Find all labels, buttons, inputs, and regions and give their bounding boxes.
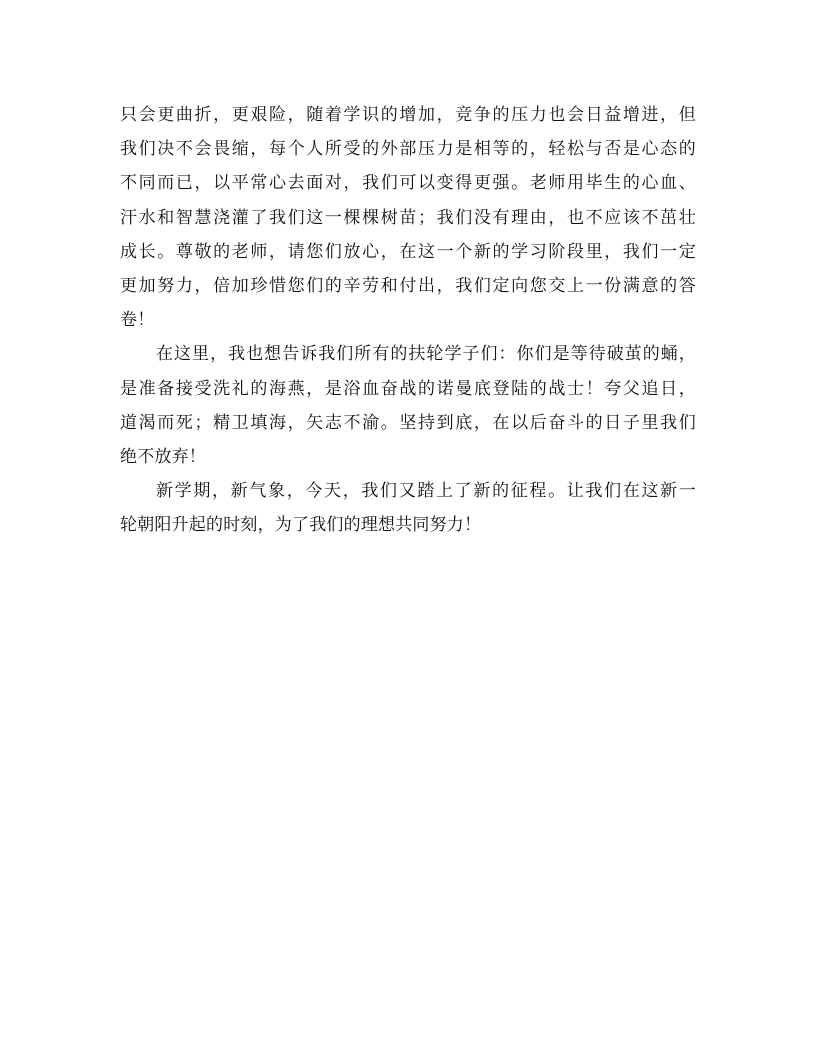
paragraph-1-line-7: 卷！ bbox=[120, 310, 155, 331]
paragraph-3-line-1: 新学期，新气象，今天，我们又踏上了新的征程。让我们在这新一 bbox=[156, 481, 696, 502]
paragraph-2-line-2: 是准备接受洗礼的海燕，是浴血奋战的诺曼底登陆的战士！夸父追日， bbox=[120, 378, 696, 399]
paragraph-1-line-6: 更加努力，倍加珍惜您们的辛劳和付出，我们定向您交上一份满意的答 bbox=[120, 275, 696, 296]
paragraph-2-line-3: 道渴而死；精卫填海，矢志不渝。坚持到底，在以后奋斗的日子里我们 bbox=[120, 412, 696, 433]
paragraph-1-line-1: 只会更曲折，更艰险，随着学识的增加，竞争的压力也会日益增进，但 bbox=[120, 105, 696, 125]
document-body bbox=[120, 98, 696, 542]
paragraph-3-line-2: 轮朝阳升起的时刻，为了我们的理想共同努力！ bbox=[120, 515, 482, 536]
paragraph-1-line-4: 汗水和智慧浇灌了我们这一棵棵树苗；我们没有理由，也不应该不茁壮 bbox=[120, 207, 696, 228]
paragraph-1-line-5: 成长。尊敬的老师，请您们放心，在这一个新的学习阶段里，我们一定 bbox=[120, 241, 696, 262]
paragraph-2-line-4: 绝不放弃！ bbox=[120, 446, 206, 467]
paragraph-2-line-1: 在这里，我也想告诉我们所有的扶轮学子们：你们是等待破茧的蛹， bbox=[156, 344, 696, 365]
paragraph-1-line-3: 不同而已，以平常心去面对，我们可以变得更强。老师用毕生的心血、 bbox=[120, 173, 696, 194]
paragraph-1-line-2: 我们决不会畏缩，每个人所受的外部压力是相等的，轻松与否是心态的 bbox=[120, 139, 696, 160]
